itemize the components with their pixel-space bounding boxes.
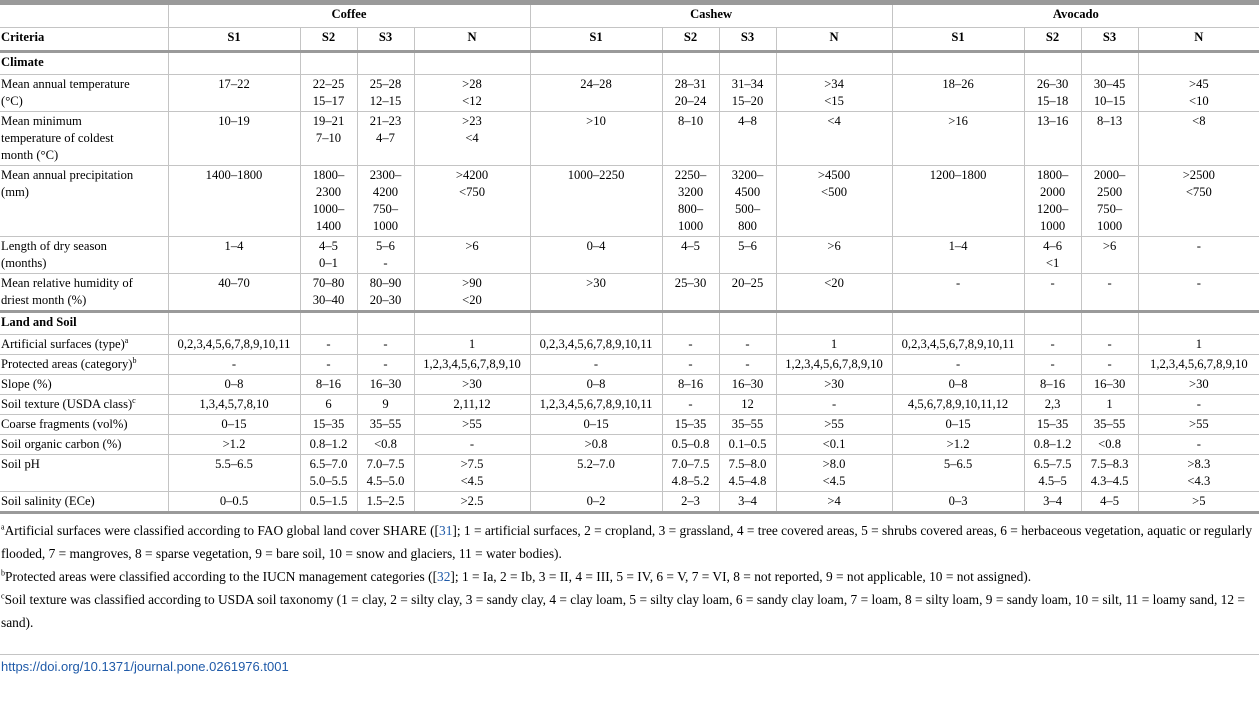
table-cell: 6.5–7.0 5.0–5.5 [300, 455, 357, 492]
table-cell: 4–8 [719, 112, 776, 166]
table-cell: - [1024, 335, 1081, 355]
table-cell: - [168, 355, 300, 375]
row-label: Coarse fragments (vol%) [0, 415, 168, 435]
row-label: Mean relative humidity of driest month (%) [0, 274, 168, 312]
table-cell: 6.5–7.5 4.5–5 [1024, 455, 1081, 492]
table-cell: 1–4 [168, 237, 300, 274]
table-cell: >10 [530, 112, 662, 166]
table-cell: 0,2,3,4,5,6,7,8,9,10,11 [168, 335, 300, 355]
table-cell: <8 [1138, 112, 1259, 166]
table-cell: - [776, 395, 892, 415]
table-cell: 1,2,3,4,5,6,7,8,9,10 [1138, 355, 1259, 375]
table-cell: 2,3 [1024, 395, 1081, 415]
table-cell: 35–55 [719, 415, 776, 435]
table-cell: 0–8 [892, 375, 1024, 395]
section-title-land-soil: Land and Soil [0, 312, 168, 335]
table-cell: 1 [414, 335, 530, 355]
table-cell: >0.8 [530, 435, 662, 455]
table-cell: 2300– 4200 750– 1000 [357, 166, 414, 237]
table-cell: 0.8–1.2 [300, 435, 357, 455]
row-label: Slope (%) [0, 375, 168, 395]
table-cell: 24–28 [530, 75, 662, 112]
section-row-land-soil [0, 312, 1259, 335]
table-cell: 0–0.5 [168, 492, 300, 513]
table-cell: - [892, 355, 1024, 375]
footnote-a: $^a$Artificial surfaces were classified according to FAO global land cover SHARE ([31]; 1 = artificial surfaces, 2 = cropland, 3 = grassland, 4 = tree covered areas, 5 = shrubs covered areas, 6 = herbaceous vegetation, aquatic or regularly flooded, 7 = mangroves, 8 = sparse vegetation, 9 = bare soil, 10 = snow and glaciers, 11 = water bodies). [1, 522, 1253, 561]
table-cell: 35–55 [1081, 415, 1138, 435]
table-cell: >1.2 [168, 435, 300, 455]
table-cell: 1 [1081, 395, 1138, 415]
table-cell: 25–28 12–15 [357, 75, 414, 112]
table-cell: 1,2,3,4,5,6,7,8,9,10 [776, 355, 892, 375]
table-cell: 2000– 2500 750– 1000 [1081, 166, 1138, 237]
section-row-climate [0, 52, 1259, 75]
table-cell: <0.1 [776, 435, 892, 455]
table-cell: 7.5–8.3 4.3–4.5 [1081, 455, 1138, 492]
table-cell: >30 [414, 375, 530, 395]
table-cell: 1800– 2300 1000– 1400 [300, 166, 357, 237]
table-cell: 4–5 [1081, 492, 1138, 513]
table-cell: 0,2,3,4,5,6,7,8,9,10,11 [530, 335, 662, 355]
table-cell: 12 [719, 395, 776, 415]
criteria-header: Criteria [0, 28, 168, 52]
class-header-s3: S3 [719, 28, 776, 52]
table-cell: 8–13 [1081, 112, 1138, 166]
table-cell: 1 [1138, 335, 1259, 355]
class-header-n: N [1138, 28, 1259, 52]
table-cell: >45 <10 [1138, 75, 1259, 112]
table-cell: 31–34 15–20 [719, 75, 776, 112]
table-cell: 21–23 4–7 [357, 112, 414, 166]
table-cell: 5–6 - [357, 237, 414, 274]
table-cell: >30 [530, 274, 662, 312]
table-cell: 0.5–0.8 [662, 435, 719, 455]
table-cell: >6 [414, 237, 530, 274]
table-cell: >90 <20 [414, 274, 530, 312]
table-cell: 3–4 [719, 492, 776, 513]
table-cell: 0–8 [168, 375, 300, 395]
class-header-s1: S1 [892, 28, 1024, 52]
table-cell: >30 [776, 375, 892, 395]
table-cell: 1.5–2.5 [357, 492, 414, 513]
table-cell: 0–2 [530, 492, 662, 513]
table-cell: 7.5–8.0 4.5–4.8 [719, 455, 776, 492]
table-cell: 25–30 [662, 274, 719, 312]
table-cell: 4–5 [662, 237, 719, 274]
table-cell: 8–16 [300, 375, 357, 395]
table-cell: >55 [1138, 415, 1259, 435]
reference-link-31[interactable]: 31 [439, 523, 453, 538]
table-cell: 15–35 [300, 415, 357, 435]
table-cell: - [1138, 274, 1259, 312]
class-header-s3: S3 [1081, 28, 1138, 52]
table-cell: - [719, 355, 776, 375]
table-cell: 2–3 [662, 492, 719, 513]
doi-link[interactable]: https://doi.org/10.1371/journal.pone.0261976.t001 [0, 654, 1259, 680]
table-cell: 0–4 [530, 237, 662, 274]
header-blank-cell [0, 5, 168, 28]
table-cell: 0–15 [168, 415, 300, 435]
section-title-climate: Climate [0, 52, 168, 75]
row-label: Mean annual precipitation (mm) [0, 166, 168, 237]
table-cell: - [1081, 335, 1138, 355]
table-cell: - [357, 355, 414, 375]
table-row [0, 492, 1259, 513]
table-cell: 1200–1800 [892, 166, 1024, 237]
table-row [0, 395, 1259, 415]
table-cell: 18–26 [892, 75, 1024, 112]
table-cell: 0–3 [892, 492, 1024, 513]
table-cell: 3–4 [1024, 492, 1081, 513]
class-header-row [0, 28, 1259, 52]
table-cell: 9 [357, 395, 414, 415]
table-cell: 19–21 7–10 [300, 112, 357, 166]
table-row [0, 237, 1259, 274]
table-cell: - [300, 355, 357, 375]
class-header-s2: S2 [1024, 28, 1081, 52]
row-label: Soil pH [0, 455, 168, 492]
footnote-b: $^b$Protected areas were classified according to the IUCN management categories ([32]; 1 = Ia, 2 = Ib, 3 = II, 4 = III, 5 = IV, 6 = V, 7 = VI, 8 = not reported, 9 = not applicable, 10 = not assigned). [1, 568, 1032, 584]
table-cell: - [300, 335, 357, 355]
table-cell: - [1024, 355, 1081, 375]
table-row [0, 335, 1259, 355]
table-cell: 80–90 20–30 [357, 274, 414, 312]
table-cell: 16–30 [719, 375, 776, 395]
table-cell: - [662, 335, 719, 355]
table-cell: 16–30 [1081, 375, 1138, 395]
table-cell: <4 [776, 112, 892, 166]
table-cell: 70–80 30–40 [300, 274, 357, 312]
table-cell: >8.3 <4.3 [1138, 455, 1259, 492]
table-row [0, 75, 1259, 112]
table-cell: 30–45 10–15 [1081, 75, 1138, 112]
table-cell: 0–15 [892, 415, 1024, 435]
table-cell: 35–55 [357, 415, 414, 435]
table-cell: 1400–1800 [168, 166, 300, 237]
table-cell: 5–6 [719, 237, 776, 274]
table-cell: 13–16 [1024, 112, 1081, 166]
table-cell: >5 [1138, 492, 1259, 513]
table-cell: >55 [414, 415, 530, 435]
table-cell: 2,11,12 [414, 395, 530, 415]
table-cell: 4,5,6,7,8,9,10,11,12 [892, 395, 1024, 415]
table-cell: - [662, 355, 719, 375]
table-cell: <0.8 [357, 435, 414, 455]
table-cell: 15–35 [1024, 415, 1081, 435]
table-row [0, 112, 1259, 166]
suitability-criteria-table [0, 5, 1259, 514]
class-header-n: N [414, 28, 530, 52]
table-cell: 1,2,3,4,5,6,7,8,9,10 [414, 355, 530, 375]
table-cell: >4 [776, 492, 892, 513]
table-cell: <20 [776, 274, 892, 312]
crop-header-coffee: Coffee [168, 5, 530, 28]
table-cell: >6 [776, 237, 892, 274]
table-cell: - [1138, 237, 1259, 274]
class-header-s2: S2 [300, 28, 357, 52]
table-cell: - [1081, 355, 1138, 375]
table-cell: 20–25 [719, 274, 776, 312]
row-label: Soil texture (USDA class)$^c$ [0, 395, 168, 415]
table-cell: 0–15 [530, 415, 662, 435]
class-header-s1: S1 [168, 28, 300, 52]
table-cell: 5.5–6.5 [168, 455, 300, 492]
table-cell: 4–5 0–1 [300, 237, 357, 274]
table-cell: 6 [300, 395, 357, 415]
row-label: Mean annual temperature (°C) [0, 75, 168, 112]
footnotes [0, 514, 1259, 654]
table-cell: >55 [776, 415, 892, 435]
table-cell: >7.5 <4.5 [414, 455, 530, 492]
table-cell: 0.5–1.5 [300, 492, 357, 513]
row-label: Soil salinity (ECe) [0, 492, 168, 513]
table-cell: 5–6.5 [892, 455, 1024, 492]
table-cell: - [1024, 274, 1081, 312]
table-row [0, 274, 1259, 312]
table-cell: 16–30 [357, 375, 414, 395]
table-row [0, 166, 1259, 237]
table-row [0, 415, 1259, 435]
class-header-s2: S2 [662, 28, 719, 52]
table-row [0, 455, 1259, 492]
table-cell: >30 [1138, 375, 1259, 395]
table-cell: 40–70 [168, 274, 300, 312]
table-cell: 5.2–7.0 [530, 455, 662, 492]
footnote-c: $^c$Soil texture was classified according to USDA soil taxonomy (1 = clay, 2 = silty clay, 3 = sandy clay, 4 = clay loam, 5 = silty clay loam, 6 = sandy clay loam, 7 = loam, 8 = silty loam, 9 = sandy loam, 10 = silt, 11 = loamy sand, 12 = sand). [1, 591, 1245, 630]
table-row [0, 435, 1259, 455]
table-cell: >2.5 [414, 492, 530, 513]
table-cell: 8–16 [662, 375, 719, 395]
crop-header-cashew: Cashew [530, 5, 892, 28]
table-cell: 0–8 [530, 375, 662, 395]
table-cell: - [719, 335, 776, 355]
table-cell: 1,3,4,5,7,8,10 [168, 395, 300, 415]
table-cell: - [892, 274, 1024, 312]
table-cell: 22–25 15–17 [300, 75, 357, 112]
table-row [0, 355, 1259, 375]
table-cell: 1000–2250 [530, 166, 662, 237]
row-label: Length of dry season (months) [0, 237, 168, 274]
table-cell: 10–19 [168, 112, 300, 166]
class-header-s1: S1 [530, 28, 662, 52]
table-cell: >16 [892, 112, 1024, 166]
reference-link-32[interactable]: 32 [437, 569, 451, 584]
table-cell: >1.2 [892, 435, 1024, 455]
table-cell: 4–6 <1 [1024, 237, 1081, 274]
crop-header-avocado: Avocado [892, 5, 1259, 28]
table-cell: 0,2,3,4,5,6,7,8,9,10,11 [892, 335, 1024, 355]
table-cell: 15–35 [662, 415, 719, 435]
table-cell: >8.0 <4.5 [776, 455, 892, 492]
row-label: Soil organic carbon (%) [0, 435, 168, 455]
table-cell: 28–31 20–24 [662, 75, 719, 112]
table-cell: 1,2,3,4,5,6,7,8,9,10,11 [530, 395, 662, 415]
table-cell: >23 <4 [414, 112, 530, 166]
table-cell: >6 [1081, 237, 1138, 274]
table-cell: - [662, 395, 719, 415]
table-cell: 0.8–1.2 [1024, 435, 1081, 455]
row-label: Artificial surfaces (type)$^a$ [0, 335, 168, 355]
row-label: Protected areas (category)$^b$ [0, 355, 168, 375]
table-cell: 17–22 [168, 75, 300, 112]
table-cell: 1 [776, 335, 892, 355]
table-cell: - [1081, 274, 1138, 312]
table-cell: >28 <12 [414, 75, 530, 112]
table-cell: 0.1–0.5 [719, 435, 776, 455]
table-cell: - [1138, 435, 1259, 455]
table-cell: >4500 <500 [776, 166, 892, 237]
table-cell: 8–10 [662, 112, 719, 166]
table-cell: 8–16 [1024, 375, 1081, 395]
table-cell: 3200– 4500 500– 800 [719, 166, 776, 237]
table-cell: - [357, 335, 414, 355]
crop-header-row [0, 5, 1259, 28]
table-cell: 7.0–7.5 4.8–5.2 [662, 455, 719, 492]
class-header-n: N [776, 28, 892, 52]
table-cell: >2500 <750 [1138, 166, 1259, 237]
table-cell: >4200 <750 [414, 166, 530, 237]
table-cell: - [1138, 395, 1259, 415]
class-header-s3: S3 [357, 28, 414, 52]
table-cell: <0.8 [1081, 435, 1138, 455]
table-cell: 7.0–7.5 4.5–5.0 [357, 455, 414, 492]
table-cell: >34 <15 [776, 75, 892, 112]
table-row [0, 375, 1259, 395]
table-cell: 1800– 2000 1200– 1000 [1024, 166, 1081, 237]
table-cell: 26–30 15–18 [1024, 75, 1081, 112]
row-label: Mean minimum temperature of coldest month (°C) [0, 112, 168, 166]
table-cell: - [414, 435, 530, 455]
table-cell: 1–4 [892, 237, 1024, 274]
table-cell: 2250– 3200 800– 1000 [662, 166, 719, 237]
table-cell: - [530, 355, 662, 375]
